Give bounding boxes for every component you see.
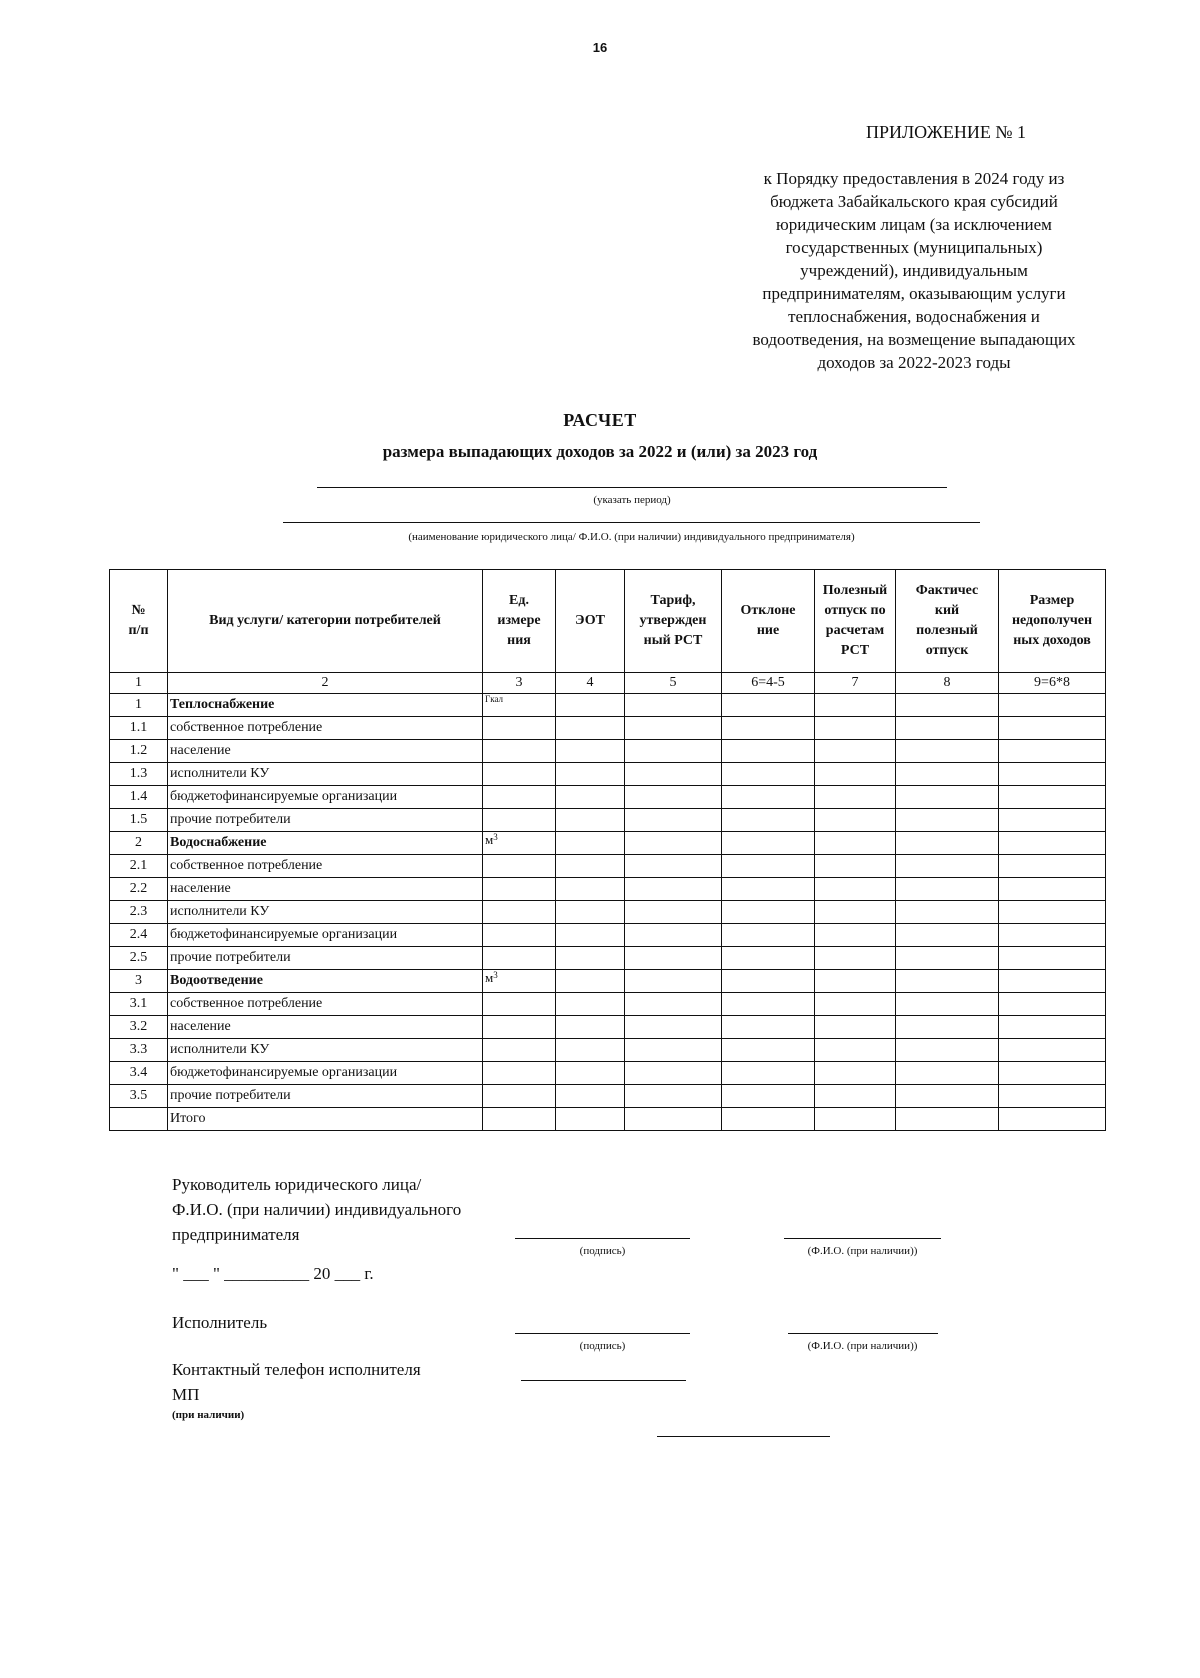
unit-cell [483, 878, 556, 901]
header-cell: Ед. измере ния [483, 570, 556, 673]
value-cell [999, 809, 1106, 832]
unit-cell [483, 832, 556, 855]
table-row [110, 924, 1106, 947]
row-number: 3.3 [110, 1039, 168, 1062]
unit-cell [483, 855, 556, 878]
value-cell [999, 1085, 1106, 1108]
value-cell [896, 1062, 999, 1085]
row-number: 3 [110, 970, 168, 993]
value-cell [556, 878, 625, 901]
table-row [110, 1108, 1106, 1131]
unit-label: Гкал [485, 694, 504, 704]
column-number: 5 [625, 673, 722, 694]
unit-superscript: 3 [493, 832, 498, 842]
row-name: бюджетофинансируемые организации [168, 924, 483, 947]
value-cell [999, 786, 1106, 809]
value-cell [556, 717, 625, 740]
unit-cell [483, 763, 556, 786]
table-row [110, 832, 1106, 855]
value-cell [999, 901, 1106, 924]
value-cell [815, 993, 896, 1016]
entity-line [283, 522, 980, 523]
row-name: население [168, 1016, 483, 1039]
row-number: 1.2 [110, 740, 168, 763]
value-cell [815, 694, 896, 717]
value-cell [896, 717, 999, 740]
value-cell [722, 1085, 815, 1108]
value-cell [556, 901, 625, 924]
row-number: 2.5 [110, 947, 168, 970]
column-number: 9=6*8 [999, 673, 1106, 694]
value-cell [896, 1016, 999, 1039]
value-cell [815, 1016, 896, 1039]
appendix-text [733, 167, 1095, 374]
row-number: 3.1 [110, 993, 168, 1016]
value-cell [625, 947, 722, 970]
value-cell [896, 763, 999, 786]
table-row [110, 763, 1106, 786]
value-cell [722, 740, 815, 763]
value-cell [556, 924, 625, 947]
value-cell [722, 809, 815, 832]
value-cell [625, 763, 722, 786]
row-number: 1.5 [110, 809, 168, 832]
value-cell [999, 694, 1106, 717]
column-number: 3 [483, 673, 556, 694]
value-cell [999, 763, 1106, 786]
appendix-line: доходов за 2022-2023 годы [817, 353, 1011, 372]
unit-cell [483, 1062, 556, 1085]
value-cell [815, 786, 896, 809]
header-cell: Тариф, утвержден ный РСТ [625, 570, 722, 673]
header-cell: Фактичес кий полезный отпуск [896, 570, 999, 673]
value-cell [999, 970, 1106, 993]
value-cell [556, 740, 625, 763]
row-name: собственное потребление [168, 993, 483, 1016]
row-name: собственное потребление [168, 855, 483, 878]
value-cell [722, 947, 815, 970]
column-number: 2 [168, 673, 483, 694]
appendix-line: водоотведения, на возмещение выпадающих [752, 330, 1076, 349]
value-cell [999, 947, 1106, 970]
value-cell [722, 878, 815, 901]
row-number [110, 1108, 168, 1131]
table-row [110, 740, 1106, 763]
table-row [110, 947, 1106, 970]
period-caption: (указать период) [593, 494, 671, 506]
value-cell [999, 993, 1106, 1016]
value-cell [815, 924, 896, 947]
unit-cell [483, 993, 556, 1016]
value-cell [896, 1039, 999, 1062]
bottom-line [657, 1436, 830, 1437]
value-cell [625, 786, 722, 809]
row-number: 3.4 [110, 1062, 168, 1085]
appendix-line: предпринимателям, оказывающим услуги [762, 284, 1066, 303]
row-number: 2.4 [110, 924, 168, 947]
value-cell [625, 1062, 722, 1085]
row-name: собственное потребление [168, 717, 483, 740]
value-cell [815, 947, 896, 970]
value-cell [625, 1085, 722, 1108]
value-cell [999, 1108, 1106, 1131]
date-line: " ___ " __________ 20 ___ г. [172, 1264, 374, 1283]
table-row [110, 855, 1106, 878]
row-number: 1.1 [110, 717, 168, 740]
value-cell [556, 993, 625, 1016]
value-cell [999, 1062, 1106, 1085]
value-cell [722, 901, 815, 924]
value-cell [625, 717, 722, 740]
value-cell [556, 1085, 625, 1108]
value-cell [999, 1016, 1106, 1039]
head-signatory-label: Руководитель юридического лица/ Ф.И.О. (при наличии) индивидуального предпринимателя [172, 1175, 462, 1244]
value-cell [556, 970, 625, 993]
unit-cell [483, 924, 556, 947]
header-cell: Вид услуги/ категории потребителей [168, 570, 483, 673]
row-name: прочие потребители [168, 809, 483, 832]
table-row [110, 1062, 1106, 1085]
value-cell [722, 1062, 815, 1085]
value-cell [815, 1039, 896, 1062]
value-cell [999, 717, 1106, 740]
value-cell [896, 740, 999, 763]
row-name: население [168, 740, 483, 763]
header-cell: № п/п [110, 570, 168, 673]
unit-cell [483, 717, 556, 740]
unit-cell [483, 970, 556, 993]
row-number: 1.4 [110, 786, 168, 809]
head-name-caption: (Ф.И.О. (при наличии)) [807, 1245, 918, 1257]
column-number-row [110, 673, 1106, 694]
value-cell [722, 1108, 815, 1131]
value-cell [815, 878, 896, 901]
value-cell [815, 901, 896, 924]
row-number: 2.3 [110, 901, 168, 924]
value-cell [722, 855, 815, 878]
table-row [110, 993, 1106, 1016]
table-row [110, 786, 1106, 809]
value-cell [556, 855, 625, 878]
value-cell [556, 786, 625, 809]
row-number: 1 [110, 694, 168, 717]
unit-cell [483, 786, 556, 809]
value-cell [625, 1039, 722, 1062]
unit-superscript: 3 [493, 970, 498, 980]
value-cell [896, 855, 999, 878]
unit-cell [483, 694, 556, 717]
value-cell [896, 901, 999, 924]
value-cell [625, 1108, 722, 1131]
value-cell [722, 924, 815, 947]
row-number: 3.2 [110, 1016, 168, 1039]
table-row [110, 1016, 1106, 1039]
value-cell [625, 832, 722, 855]
value-cell [815, 809, 896, 832]
value-cell [896, 1108, 999, 1131]
row-number: 3.5 [110, 1085, 168, 1108]
calculation-table [109, 569, 1106, 1131]
table-row [110, 878, 1106, 901]
phone-label: Контактный телефон исполнителя [172, 1360, 421, 1379]
value-cell [722, 694, 815, 717]
value-cell [625, 993, 722, 1016]
header-cell: Полезный отпуск по расчетам РСТ [815, 570, 896, 673]
header-cell: Отклоне ние [722, 570, 815, 673]
unit-cell [483, 1016, 556, 1039]
table-row [110, 809, 1106, 832]
row-name: Теплоснабжение [168, 694, 483, 717]
value-cell [722, 717, 815, 740]
value-cell [625, 1016, 722, 1039]
value-cell [999, 832, 1106, 855]
column-number: 7 [815, 673, 896, 694]
head-name-line [784, 1238, 941, 1239]
value-cell [815, 763, 896, 786]
value-cell [625, 970, 722, 993]
column-number: 6=4-5 [722, 673, 815, 694]
row-name: прочие потребители [168, 1085, 483, 1108]
executor-signature-line [515, 1333, 690, 1334]
value-cell [556, 832, 625, 855]
row-name: Водоснабжение [168, 832, 483, 855]
header-cell: Размер недополучен ных доходов [999, 570, 1106, 673]
value-cell [815, 740, 896, 763]
value-cell [815, 1085, 896, 1108]
table-row [110, 694, 1106, 717]
row-number: 2 [110, 832, 168, 855]
value-cell [815, 717, 896, 740]
executor-label: Исполнитель [172, 1313, 268, 1332]
value-cell [896, 694, 999, 717]
stamp-label: МП [172, 1385, 200, 1404]
entity-caption: (наименование юридического лица/ Ф.И.О. (при наличии) индивидуального предпринимателя) [408, 531, 855, 543]
table-header-row [110, 570, 1106, 673]
row-number: 2.2 [110, 878, 168, 901]
row-number: 2.1 [110, 855, 168, 878]
value-cell [722, 832, 815, 855]
unit-cell [483, 809, 556, 832]
head-signature-caption: (подпись) [579, 1245, 626, 1257]
value-cell [999, 740, 1106, 763]
value-cell [896, 786, 999, 809]
value-cell [999, 878, 1106, 901]
value-cell [722, 1016, 815, 1039]
value-cell [896, 993, 999, 1016]
row-name: Итого [168, 1108, 483, 1131]
appendix-line: юридическим лицам (за исключением [776, 215, 1052, 234]
value-cell [625, 809, 722, 832]
value-cell [722, 1039, 815, 1062]
row-number: 1.3 [110, 763, 168, 786]
value-cell [815, 832, 896, 855]
unit-cell [483, 1085, 556, 1108]
unit-cell [483, 1039, 556, 1062]
unit-label: м [485, 970, 494, 985]
table-row [110, 901, 1106, 924]
table-row [110, 1085, 1106, 1108]
value-cell [896, 924, 999, 947]
value-cell [625, 878, 722, 901]
appendix-line: учреждений), индивидуальным [800, 261, 1028, 280]
executor-name-caption: (Ф.И.О. (при наличии)) [807, 1340, 918, 1352]
period-line [317, 487, 947, 488]
value-cell [896, 878, 999, 901]
page-number: 16 [592, 40, 608, 55]
executor-signature-caption: (подпись) [579, 1340, 626, 1352]
value-cell [815, 1062, 896, 1085]
value-cell [722, 786, 815, 809]
row-name: Водоотведение [168, 970, 483, 993]
appendix-line: к Порядку предоставления в 2024 году из [763, 169, 1065, 188]
value-cell [815, 1108, 896, 1131]
phone-line [521, 1380, 686, 1381]
appendix-line: бюджета Забайкальского края субсидий [770, 192, 1058, 211]
row-name: бюджетофинансируемые организации [168, 1062, 483, 1085]
value-cell [556, 1016, 625, 1039]
value-cell [722, 993, 815, 1016]
value-cell [556, 1062, 625, 1085]
value-cell [625, 740, 722, 763]
head-signature-line [515, 1238, 690, 1239]
column-number: 8 [896, 673, 999, 694]
row-name: население [168, 878, 483, 901]
row-name: исполнители КУ [168, 901, 483, 924]
value-cell [625, 694, 722, 717]
value-cell [815, 855, 896, 878]
table-row [110, 970, 1106, 993]
value-cell [556, 1108, 625, 1131]
table-row [110, 717, 1106, 740]
unit-cell [483, 1108, 556, 1131]
value-cell [625, 924, 722, 947]
row-name: бюджетофинансируемые организации [168, 786, 483, 809]
value-cell [896, 809, 999, 832]
header-cell: ЭОТ [556, 570, 625, 673]
unit-cell [483, 947, 556, 970]
value-cell [625, 855, 722, 878]
value-cell [556, 694, 625, 717]
value-cell [556, 809, 625, 832]
unit-cell [483, 740, 556, 763]
stamp-note: (при наличии) [172, 1409, 245, 1421]
value-cell [722, 763, 815, 786]
appendix-line: государственных (муниципальных) [785, 238, 1043, 257]
appendix-title: ПРИЛОЖЕНИЕ № 1 [865, 122, 1027, 142]
value-cell [556, 947, 625, 970]
column-number: 1 [110, 673, 168, 694]
column-number: 4 [556, 673, 625, 694]
value-cell [625, 901, 722, 924]
value-cell [556, 763, 625, 786]
value-cell [815, 970, 896, 993]
value-cell [999, 855, 1106, 878]
value-cell [896, 947, 999, 970]
value-cell [556, 1039, 625, 1062]
value-cell [999, 924, 1106, 947]
row-name: прочие потребители [168, 947, 483, 970]
table-row [110, 1039, 1106, 1062]
unit-label: м [485, 832, 494, 847]
value-cell [896, 970, 999, 993]
document-subtitle: размера выпадающих доходов за 2022 и (или) за 2023 год [382, 442, 818, 461]
appendix-line: теплоснабжения, водоснабжения и [788, 307, 1040, 326]
value-cell [999, 1039, 1106, 1062]
row-name: исполнители КУ [168, 1039, 483, 1062]
executor-name-line [788, 1333, 938, 1334]
row-name: исполнители КУ [168, 763, 483, 786]
unit-cell [483, 901, 556, 924]
document-title: РАСЧЕТ [563, 410, 637, 430]
value-cell [896, 1085, 999, 1108]
value-cell [896, 832, 999, 855]
value-cell [722, 970, 815, 993]
